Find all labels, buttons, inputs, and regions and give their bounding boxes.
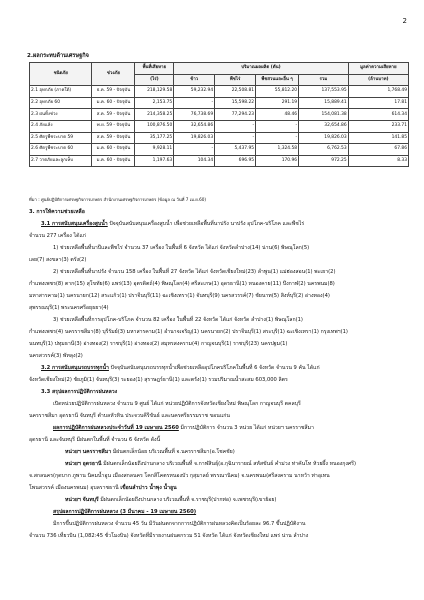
cell-total: 137,553.95 xyxy=(299,86,349,98)
unit-2-line3 xyxy=(29,482,413,494)
unit-1-text: มีฝนตกเล็กน้อย บริเวณพื้นที่ จ.นครราชสีมา(อ.โชคชัย) xyxy=(111,449,235,455)
unit-2-label: หน่วยฯ อุดรธานี xyxy=(65,461,102,467)
cell-rice: 104.34 xyxy=(174,155,215,167)
cell-period: ม.ค. 60 - ปัจจุบัน xyxy=(92,144,135,156)
para-3-2-line2: จังหวัดเชียงใหม่(2) ชัยภูมิ(1) จันทบุรี(3) ระยอง(1) สุราษฎร์ธานี(1) และตรัง(1) รวมปริมาณน้ำสะสม 603,000 ลิตร xyxy=(29,377,288,383)
cell-total: 154,081.38 xyxy=(299,109,349,121)
item-3-1-1: 1) ช่วยเหลือพื้นที่นาปีและพืชไร่ จำนวน 37 เครื่อง ในพื้นที่ 6 จังหวัด ได้แก่ จังหวัดลำปาง(14) น่าน(6) พิษณุโลก(5) xyxy=(53,245,310,251)
cell-rice: 32,654.86 xyxy=(174,120,215,132)
item-3-1-2: 2) ช่วยเหลือพื้นที่นาปรัง จำนวน 158 เครื่อง ในพื้นที่ 27 จังหวัด ได้แก่ จังหวัดเชียงใหม่(23) ลำพูน(1) แม่ฮ่องสอน(1) พะเยา(2) xyxy=(53,269,336,275)
cell-value: 8.33 xyxy=(348,155,408,167)
header-crops: พืชไร่ xyxy=(215,74,256,86)
para-3-1-label: 3.1 การสนับสนุนเครื่องสูบน้ำ xyxy=(41,221,108,227)
cell-type: 2.3 ฝนทิ้งช่วง xyxy=(30,109,92,121)
unit-2-line3-text: โพนสวรรค์ เมืองนครพนม) อุบลราชธานี xyxy=(29,485,119,491)
cell-area: 2,153.75 xyxy=(135,97,174,109)
summary-line1: มีการขึ้นปฏิบัติการฝนหลวง จำนวน 45 วัน มีวันฝนตกจากการปฏิบัติการฝนหลวงคิดเป็นร้อยละ 96.7 ขึ้นปฏิบัติงาน xyxy=(53,521,306,527)
unit-nakhonratchasima xyxy=(29,446,413,458)
daily-result-label: ผลการปฏิบัติการฝนหลวงประจำวันที่ 19 เมษายน 2560 xyxy=(53,425,179,431)
cell-total: 6,762.53 xyxy=(299,144,349,156)
summary-line2: จำนวน 736 เที่ยวบิน (1,082:45 ชั่วโมงบิน) จังหวัดที่มีรายงานฝนตกรวม 51 จังหวัด ได้แก่ จังหวัดเชียงใหม่ แพร่ น่าน ลำปาง xyxy=(29,533,309,539)
cell-type: 2.6 ศัตรูพืชระบาด 60 xyxy=(30,144,92,156)
cell-area: 35,177.25 xyxy=(135,132,174,144)
unit-2-text: มีฝนตกเล็กน้อยถึงปานกลาง บริเวณพื้นที่ จ.กาฬสินธุ์(อ.กุฉินารายณ์ สหัสขันธ์ คำม่วง ท่าคันโท ห้วยผึ้ง หนองกุงศรี) xyxy=(101,461,356,467)
item-3-1-1b: เลย(7) สงขลา(3) ตรัง(2) xyxy=(29,257,87,263)
cell-total: 972.25 xyxy=(299,155,349,167)
para-3-1 xyxy=(29,218,413,230)
cell-crops: 5,437.95 xyxy=(215,144,256,156)
body-text xyxy=(29,206,413,542)
section-3-3-title: 3.3 สรุปผลการปฏิบัติการฝนหลวง xyxy=(41,389,118,395)
cell-crops: 77,294.23 xyxy=(215,109,256,121)
cell-total: 32,654.86 xyxy=(299,120,349,132)
unit-udonthani xyxy=(29,458,413,470)
item-3-1-3b: กำแพงเพชร(4) นครราชสีมา(8) บุรีรัมย์(3) มหาสารคาม(1) อำนาจเจริญ(1) นครนายก(2) ปราจีนบุรี(1) สระบุรี(1) ฉะเชิงเทรา(1) กรุงเทพฯ(1) xyxy=(29,329,348,335)
cell-area: 9,928.11 xyxy=(135,144,174,156)
unit-3-text: มีฝนตกเล็กน้อยถึงปานกลาง บริเวณพื้นที่ จ.ราชบุรี(ปากท่อ) จ.เพชรบุรี(เขาย้อย) xyxy=(98,497,277,503)
table-source-note: ที่มา : ศูนย์ปฏิบัติการเศรษฐกิจการเกษตร สำนักงานเศรษฐกิจการเกษตร (ข้อมูล ณ วันที่ 7 เม.ย.60) xyxy=(29,197,207,202)
para-3-2-text: ปัจจุบันสนับสนุนรถบรรทุกน้ำเพื่อช่วยเหลืออุปโภคบริโภคในพื้นที่ 6 จังหวัด จำนวน 9 คัน ได้แก่ xyxy=(108,365,320,371)
cell-crops: 15,598.22 xyxy=(215,97,256,109)
item-3-1-3d: นครสวรรค์(3) พัทลุง(2) xyxy=(29,353,83,359)
unit-2-dams: เขื่อนลำปาว น้ำพุง น้ำอูน xyxy=(120,485,177,491)
cell-horti: 1,324.58 xyxy=(256,144,299,156)
cell-type: 2.5 ศัตรูพืชระบาด 59 xyxy=(30,132,92,144)
cell-crops: - xyxy=(215,132,256,144)
para-3-3-1b: นครราชสีมา อุดรธานี จันทบุรี ตำบลหัวหิน ประจวบคีรีขันธ์ และนครศรีธรรมราช ขอนแก่น xyxy=(29,413,230,419)
cell-value: 67.86 xyxy=(348,144,408,156)
cell-area: 1,197.63 xyxy=(135,155,174,167)
cell-total: 15,889.41 xyxy=(299,97,349,109)
item-3-1-2b: กำแพงเพชร(8) ตาก(15) สุโขทัย(6) แพร่(13) อุตรดิตถ์(4) พิษณุโลก(4) ศรีสะเกษ(1) อุดรธานี(1) หนองคาย(11) บึงกาฬ(2) นครพนม(8) xyxy=(29,281,335,287)
daily-result-text: มีการปฏิบัติการ จำนวน 3 หน่วย ได้แก่ หน่วยฯ นครราชสีมา xyxy=(178,425,314,431)
item-3-1-2c: มหาสารคาม(1) นครนายก(12) สระแก้ว(1) ปราจีนบุรี(11) ฉะเชิงเทรา(1) จันทบุรี(9) นครสวรรค์(7) ชัยนาท(5) สิงห์บุรี(2) อ่างทอง(4) xyxy=(29,293,330,299)
cell-rice: - xyxy=(174,97,215,109)
para-3-2-label: 3.2 การสนับสนุนรถบรรทุกน้ำ xyxy=(41,365,109,371)
cell-rice: 76,738.69 xyxy=(174,109,215,121)
cell-period: ส.ค. 59 - ปัจจุบัน xyxy=(92,132,135,144)
damage-table xyxy=(29,62,409,167)
daily-result-line2: อุดรธานี และจันทบุรี มีฝนตกในพื้นที่ จำนวน 6 จังหวัด ดังนี้ xyxy=(29,437,161,443)
table-row xyxy=(30,132,409,144)
table-row xyxy=(30,144,409,156)
header-value: มูลค่าความเสียหาย xyxy=(348,63,408,75)
daily-result xyxy=(29,422,413,434)
header-quantity: ปริมาณผลผลิต (ตัน) xyxy=(174,63,348,75)
summary-title: สรุปผลการปฏิบัติการฝนหลวง (3 มีนาคม - 19 เมษายน 2560) xyxy=(53,509,197,515)
cell-value: 614.34 xyxy=(348,109,408,121)
cell-crops: 696.95 xyxy=(215,155,256,167)
page-number: 2 xyxy=(402,17,407,25)
para-3-1-text: ปัจจุบันสนับสนุนเครื่องสูบน้ำ เพื่อช่วยเหลือพื้นที่นาปรัง นาปรัง อุปโภค-บริโภค และพืชไร่ xyxy=(107,221,305,227)
cell-period: ธ.ค. 59 - ปัจจุบัน xyxy=(92,86,135,98)
cell-rice: - xyxy=(174,144,215,156)
table-row xyxy=(30,97,409,109)
cell-value: 17.81 xyxy=(348,97,408,109)
cell-crops: - xyxy=(215,120,256,132)
cell-period: ส.ค. 59 - ปัจจุบัน xyxy=(92,109,135,121)
table-row xyxy=(30,120,409,132)
cell-value: 141.85 xyxy=(348,132,408,144)
para-3-2 xyxy=(29,362,413,374)
header-total: รวม xyxy=(299,74,349,86)
item-3-1-2d: สุพรรณบุรี(1) พระนครศรีอยุธยา(4) xyxy=(29,305,109,311)
header-period: ช่วงภัย xyxy=(92,63,135,86)
section-title: 2.ผลกระทบด้านเศรษฐกิจ xyxy=(27,53,89,59)
unit-chanthaburi xyxy=(29,494,413,506)
unit-3-label: หน่วยฯ จันทบุรี xyxy=(65,497,99,503)
cell-crops: 22,508.81 xyxy=(215,86,256,98)
para-3-1-line2: จำนวน 277 เครื่อง ได้แก่ xyxy=(29,233,86,239)
table-row xyxy=(30,155,409,167)
header-horti: พืชสวนและอื่น ๆ xyxy=(256,74,299,86)
cell-rice: 19,826.03 xyxy=(174,132,215,144)
cell-value: 1,768.49 xyxy=(348,86,408,98)
cell-period: พ.ย. 59 - ปัจจุบัน xyxy=(92,120,135,132)
cell-horti: 48.46 xyxy=(256,109,299,121)
para-3-3-1: เปิดหน่วยปฏิบัติการฝนหลวง จำนวน 9 ศูนย์ ได้แก่ หน่วยปฏิบัติการจังหวัดเชียงใหม่ พิษณุโลก กาญจนบุรี ตคลบุรี xyxy=(53,401,301,407)
header-value-unit: (ล้านบาท) xyxy=(348,74,408,86)
cell-horti: 55,812.20 xyxy=(256,86,299,98)
cell-type: 2.1 อุทกภัย (ภาคใต้) xyxy=(30,86,92,98)
cell-area: 100,876.50 xyxy=(135,120,174,132)
cell-type: 2.2 อุทกภัย 60 xyxy=(30,97,92,109)
item-3-1-3c: นนทบุรี(1) ปทุมธานี(3) อ่างทอง(2) ราชบุรี(1) อ่างทอง(2) สมุทรสงคราม(4) กาญจนบุรี(1) ราชบุรี(23) นครปฐม(1) xyxy=(29,341,288,347)
cell-horti: 291.19 xyxy=(256,97,299,109)
table-header-row xyxy=(30,63,409,75)
cell-horti: - xyxy=(256,132,299,144)
cell-horti: 170.96 xyxy=(256,155,299,167)
cell-horti: - xyxy=(256,120,299,132)
header-type: ชนิดภัย xyxy=(30,63,92,86)
cell-period: ม.ค. 60 - ปัจจุบัน xyxy=(92,155,135,167)
header-rice: ข้าว xyxy=(174,74,215,86)
cell-area: 214,358.25 xyxy=(135,109,174,121)
cell-type: 2.7 วาตภัยและลูกเห็บ xyxy=(30,155,92,167)
table-row xyxy=(30,109,409,121)
unit-2-line2: จ.สกลนคร(กุดบาก ภูพาน นิคมน้ำอูน เมืองสกลนคร โคกสีโคตรหนองบัว กุสุมาลย์ พรรณานิคม) จ.นครพนม(ศรีสงคราม นาหว้า ท่าอุเทน xyxy=(29,473,330,479)
cell-type: 2.4 ภัยแล้ง xyxy=(30,120,92,132)
item-3-1-3: 3) ช่วยเหลือพื้นที่การอุปโภค-บริโภค จำนวน 82 เครื่อง ในพื้นที่ 22 จังหวัด ได้แก่ จังหวัด ลำปาง(1) พิษณุโลก(1) xyxy=(53,317,303,323)
cell-total: 19,826.03 xyxy=(299,132,349,144)
header-area-unit: (ไร่) xyxy=(135,74,174,86)
cell-rice: 59,232.94 xyxy=(174,86,215,98)
cell-area: 218,129.58 xyxy=(135,86,174,98)
unit-1-label: หน่วยฯ นครราชสีมา xyxy=(65,449,112,455)
cell-value: 233.71 xyxy=(348,120,408,132)
header-area: พื้นที่เสียหาย xyxy=(135,63,174,75)
table-row xyxy=(30,86,409,98)
section-3-title: 3. การให้ความช่วยเหลือ xyxy=(29,209,85,215)
cell-period: ม.ค. 60 - ปัจจุบัน xyxy=(92,97,135,109)
